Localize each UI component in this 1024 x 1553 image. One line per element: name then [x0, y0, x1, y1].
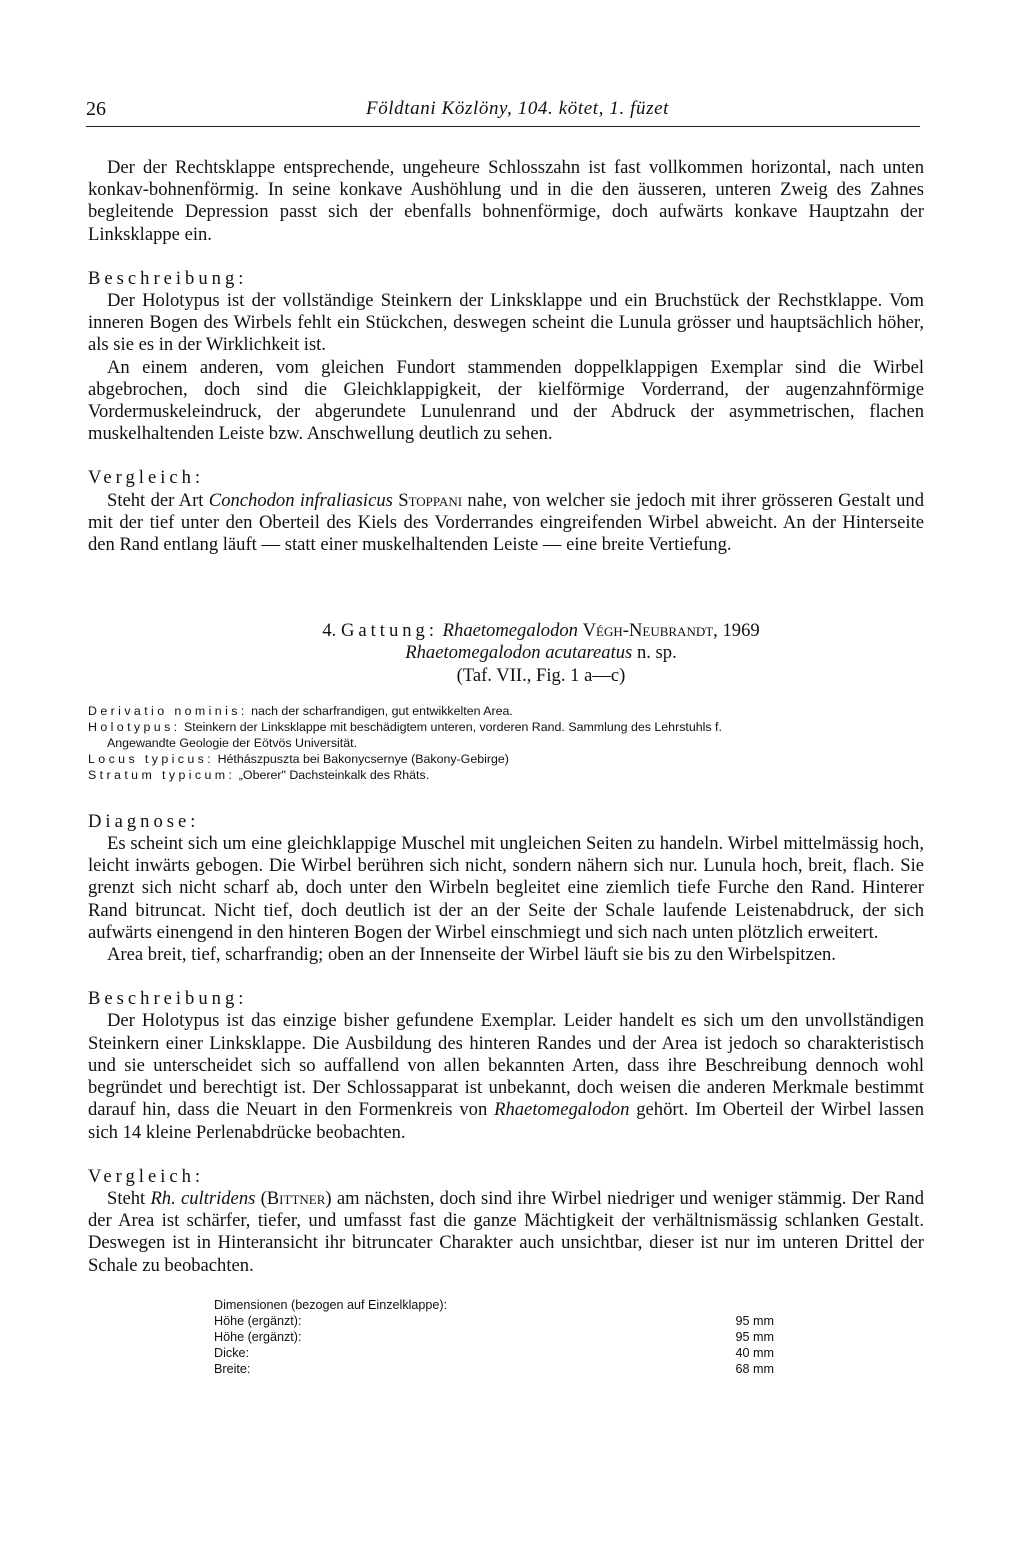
beschreibung-text-post: gehört. Im Oberteil der Wirbel lassen sich 14 kleine Perlenabdrücke beobachten. [88, 1099, 924, 1143]
dimension-label: Dicke: [214, 1345, 249, 1360]
vergleich-paragraph-2 [88, 1188, 924, 1277]
species-suffix: n. sp. [632, 642, 677, 664]
derivatio-line [88, 703, 924, 719]
beschreibung-heading-2: Beschreibung: [88, 988, 248, 1010]
diagnose-heading: Diagnose: [88, 810, 200, 832]
holotypus-line [88, 719, 924, 751]
journal-title: Földtani Közlöny, 104. kötet, 1. füzet [366, 98, 670, 119]
locus-text: Héthászpuszta bei Bakonycsernye (Bakony-Gebirge) [214, 751, 509, 766]
species-line [158, 642, 924, 664]
genus-line [158, 620, 924, 642]
species-name-conchodon: Conchodon infraliasicus [208, 489, 393, 511]
derivatio-term: Derivatio nominis: [88, 703, 248, 718]
dimension-value: 95 mm [735, 1313, 774, 1328]
species-name-cultridens: Rh. cultridens [150, 1187, 256, 1209]
beschreibung-paragraph-1a: Der Holotypus ist der vollständige Steinkern der Linksklappe und ein Bruchstück der Rechstklappe. Vom inneren Bogen des Wirbels fehlt ein Stückchen, deswegen scheint die Lunula grösser und hauptsächlich höher, als sie es in der Wirklichkeit ist. [88, 290, 924, 356]
page-number: 26 [86, 98, 106, 120]
dimensions-title: Dimensionen (bezogen auf Einzelklappe): [214, 1297, 448, 1312]
genus-number: 4. [322, 620, 337, 642]
stratum-text: „Oberer" Dachsteinkalk des Rhäts. [235, 767, 430, 782]
species-name: Rhaetomegalodon acutareatus [405, 642, 633, 664]
vergleich2-text-post: ) am nächsten, doch sind ihre Wirbel niedriger und weniger stämmig. Der Rand der Area ist schärfer, tiefer, und umfasst fast die ganze Mächtigkeit der verhältnismässig schlanken Gestalt. Deswegen ist in Hinteransicht ihr bitruncater Charakter auch unsichtbar, dieser ist nur im unteren Drittel der Schale zu beobachten. [88, 1187, 924, 1276]
running-header [86, 96, 920, 127]
beschreibung-paragraph-1b: An einem anderen, vom gleichen Fundort stammenden doppelklappigen Exemplar sind die Wirbel abgebrochen, doch sind die Gleichklappigkeit, der kielförmige Vorderrand, der augenzahnförmige Vordermuskeleindruck, der abgerundete Lunulenrand und der Abdruck der asymmetrischen, flachen muskelhaltenden Leiste bzw. Anschwellung deutlich zu sehen. [88, 356, 924, 445]
holotypus-text: Steinkern der Linksklappe mit beschädigtem unteren, vorderen Rand. Sammlung des Lehrstuhls f. [180, 719, 722, 734]
dimension-value: 68 mm [735, 1361, 774, 1376]
dimensions-row [214, 1329, 774, 1345]
locus-line [88, 751, 924, 767]
beschreibung-paragraph-2 [88, 1010, 924, 1143]
plate-reference: (Taf. VII., Fig. 1 a—c) [456, 664, 626, 686]
genus-name-inline: Rhaetomegalodon [494, 1099, 630, 1121]
genus-author: Végh-Neubrandt [582, 620, 714, 642]
holotypus-term: Holotypus: [88, 719, 181, 734]
genus-year: , 1969 [713, 620, 760, 642]
diagnose-paragraph-2: Area breit, tief, scharfrandig; oben an der Innenseite der Wirbel läuft sie bis zu den Wirbelspitzen. [107, 944, 836, 966]
page [88, 96, 924, 1377]
stratum-term: Stratum typicum: [88, 767, 236, 782]
dimensions-row [214, 1313, 774, 1329]
author-bittner: Bittner [266, 1187, 326, 1209]
vergleich-text-pre: Steht der Art [107, 489, 209, 511]
genus-heading-block [158, 620, 924, 687]
dimension-value: 40 mm [735, 1345, 774, 1360]
dimension-value: 95 mm [735, 1329, 774, 1344]
stratum-line [88, 767, 924, 783]
genus-name: Rhaetomegalodon [442, 620, 578, 642]
dimensions-row [214, 1345, 774, 1361]
author-paren-open: ( [255, 1187, 267, 1209]
vergleich-text-post: nahe, von welcher sie jedoch mit ihrer grösseren Gestalt und mit der tief unter den Oberteil des Kiels des Vorderrandes eingreifenden Wirbel abweicht. An der Hinterseite den Rand entlang läuft — statt einer muskelhaltenden Leiste — eine breite Vertiefung. [88, 489, 925, 556]
dimensions-row [214, 1361, 774, 1377]
intro-paragraph: Der der Rechtsklappe entsprechende, ungeheure Schlosszahn ist fast vollkommen horizontal, nach unten konkav-bohnenförmig. In seine konkave Aushöhlung und in die den äusseren, unteren Zweig des Zahnes begleitende Depression passt sich der ebenfalls bohnenförmige, doch aufwärts konkave Hauptzahn der Linksklappe ein. [88, 157, 924, 245]
vergleich-heading-2: Vergleich: [88, 1165, 205, 1187]
beschreibung-text-pre: Der Holotypus ist das einzige bisher gefundene Exemplar. Leider handelt es sich um den unvollständigen Steinkern einer Linksklappe. Die Ausbildung des hinteren Randes und der Area ist jedoch so charakteristisch und sie unterscheidet sich so auffallend von allen bekannten Arten, dass ihre Beschreibung dennoch wohl begründet und berechtigt ist. Der Schlossapparat ist unbekannt, doch weisen die anderen Merkmale bestimmt darauf hin, dass die Neuart in den Formenkreis von [88, 1010, 924, 1121]
dimension-label: Höhe (ergänzt): [214, 1313, 302, 1328]
holotypus-continuation: Angewandte Geologie der Eötvös Universität. [107, 735, 358, 750]
dimension-label: Breite: [214, 1361, 251, 1376]
diagnose-paragraph-1: Es scheint sich um eine gleichklappige Muschel mit ungleichen Seiten zu handeln. Wirbel mittelmässig hoch, leicht inwärts gebogen. Die Wirbel berühren sich nicht, sondern nähern sich nur. Lunula hoch, breit, flach. Sie grenzt sich nicht scharf ab, doch unter den Wirbeln begleitet eine ziemlich tiefe Furche den Rand. Hinterer Rand bitruncat. Nicht tief, doch deutlich ist der an der Seite der Schale laufende Leistenabdruck, der sich aufwärts einengend in den hinteren Bogen der Wirbel einschmiegt und sich nach unten plötzlich erweitert. [88, 833, 924, 943]
beschreibung-heading-1: Beschreibung: [88, 267, 248, 289]
locus-term: Locus typicus: [88, 751, 215, 766]
nomenclature-block [88, 703, 924, 783]
genus-label: Gattung: [340, 620, 439, 642]
vergleich2-text-pre: Steht [107, 1187, 151, 1209]
derivatio-text: nach der scharfrandigen, gut entwikkelten Area. [247, 703, 513, 718]
vergleich-paragraph-1 [88, 490, 924, 557]
author-stoppani: Stoppani [398, 489, 463, 511]
vergleich-heading-1: Vergleich: [88, 467, 205, 489]
dimension-label: Höhe (ergänzt): [214, 1329, 302, 1344]
dimensions-table [214, 1297, 774, 1377]
